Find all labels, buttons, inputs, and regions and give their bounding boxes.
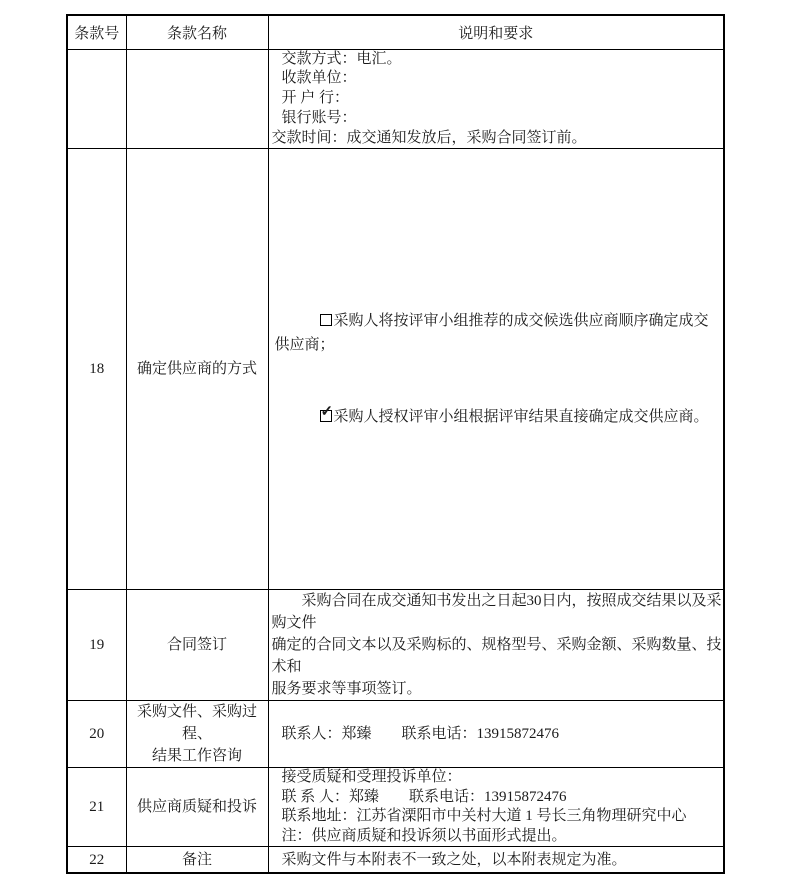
table-row-19 bbox=[67, 590, 724, 701]
bank-name-line: 开 户 行： bbox=[281, 90, 350, 107]
remark-line: 采购文件与本附表不一致之处，以本附表规定为准。 bbox=[281, 851, 627, 868]
header-description: 说明和要求 bbox=[268, 15, 724, 49]
supplier-option-2 bbox=[269, 381, 724, 453]
payee-unit-line: 收款单位： bbox=[281, 70, 357, 87]
checkbox-checked-icon bbox=[320, 404, 334, 422]
description-cell bbox=[268, 49, 724, 149]
description-cell bbox=[268, 847, 724, 873]
clause-name-cell: 备注 bbox=[126, 847, 268, 873]
complaint-unit-line: 接受质疑和受理投诉单位： bbox=[281, 769, 462, 786]
table-row-22 bbox=[67, 847, 724, 873]
clause-name-cell: 确定供应商的方式 bbox=[126, 149, 268, 590]
clause-name-line-1: 采购文件、采购过程、 bbox=[136, 704, 257, 743]
contract-sign-line-1: 采购合同在成交通知书发出之日起30日内，按照成交结果以及采购文件 bbox=[271, 593, 722, 632]
clause-no-cell: 18 bbox=[67, 149, 126, 590]
complaint-contact-line: 联 系 人：郑臻 联系电话：13915872476 bbox=[281, 788, 567, 805]
table-row-18 bbox=[67, 149, 724, 590]
table-header-row bbox=[67, 15, 724, 49]
header-clause-no: 条款号 bbox=[67, 15, 126, 49]
bank-account-line: 银行账号： bbox=[281, 109, 357, 126]
clause-name-cell bbox=[126, 701, 268, 768]
clause-no-cell: 19 bbox=[67, 590, 126, 701]
description-cell bbox=[268, 701, 724, 768]
complaint-note-line: 注：供应商质疑和投诉须以书面形式提出。 bbox=[281, 827, 567, 844]
payment-time-line: 交款时间：成交通知发放后，采购合同签订前。 bbox=[271, 129, 587, 146]
clause-name-line-2: 结果工作咨询 bbox=[151, 748, 242, 765]
supplier-option-2-label: 采购人授权评审小组根据评审结果直接确定成交供应商。 bbox=[333, 409, 709, 426]
contract-sign-line-3: 服务要求等事项签订。 bbox=[271, 681, 422, 698]
table-row-21 bbox=[67, 768, 724, 847]
description-cell bbox=[268, 768, 724, 847]
clause-no-cell: 21 bbox=[67, 768, 126, 847]
table-row-20 bbox=[67, 701, 724, 768]
checkbox-unchecked-icon bbox=[320, 314, 332, 326]
contract-sign-line-2: 确定的合同文本以及采购标的、规格型号、采购金额、采购数量、技术和 bbox=[271, 637, 722, 676]
clause-name-cell: 供应商质疑和投诉 bbox=[126, 768, 268, 847]
description-cell bbox=[268, 149, 724, 590]
clause-name-cell: 合同签订 bbox=[126, 590, 268, 701]
clause-no-cell: 20 bbox=[67, 701, 126, 768]
clause-no-cell: 22 bbox=[67, 847, 126, 873]
payment-method-line: 交款方式：电汇。 bbox=[281, 50, 402, 67]
clause-name-cell bbox=[126, 49, 268, 149]
check-mark-icon: ✓ bbox=[320, 404, 334, 421]
table-row-payment-info bbox=[67, 49, 724, 149]
header-clause-name: 条款名称 bbox=[126, 15, 268, 49]
contact-line: 联系人：郑臻 联系电话：13915872476 bbox=[281, 726, 560, 743]
complaint-address-line: 联系地址：江苏省溧阳市中关村大道 1 号长三角物理研究中心 bbox=[281, 808, 687, 825]
supplier-option-1-label: 采购人将按评审小组推荐的成交候选供应商顺序确定成交供应商； bbox=[274, 313, 709, 354]
clause-no-cell bbox=[67, 49, 126, 149]
clause-table bbox=[66, 14, 725, 874]
description-cell bbox=[268, 590, 724, 701]
supplier-option-1 bbox=[269, 285, 724, 381]
